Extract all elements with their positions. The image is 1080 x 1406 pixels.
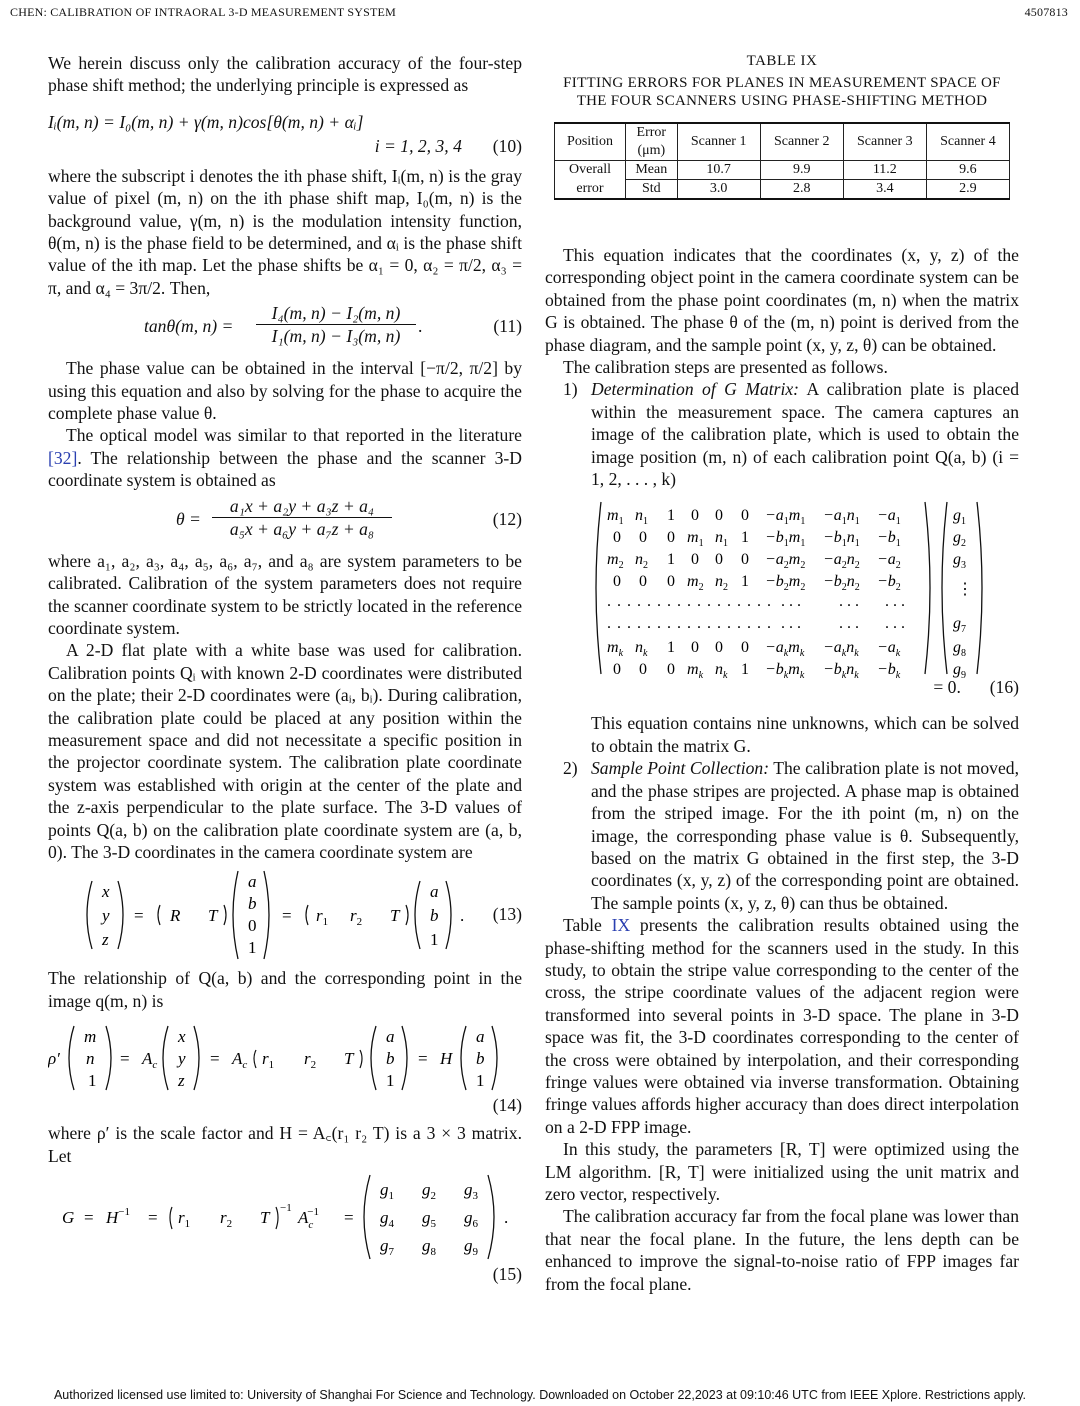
list-number: 1) (563, 379, 578, 400)
svg-text:g7: $g_7$ (380, 1236, 394, 1258)
svg-text:b: b (248, 894, 257, 914)
svg-text:ρ′: ρ′ (48, 1049, 60, 1069)
svg-text:−1: −1 (280, 1202, 292, 1214)
svg-text:−b2n2: $-b_2n_2$ (823, 573, 860, 594)
fraction-denominator: I₁(m, n) − I₃(m, n) (271, 326, 401, 347)
table-cell: 2.8 (760, 180, 843, 200)
list-number: 2) (563, 758, 578, 779)
svg-text:r1: $r_1$ (262, 1049, 275, 1072)
paragraph-text: The optical model was similar to that reported in the literature (66, 425, 522, 446)
svg-text:=: = (344, 1208, 354, 1227)
svg-text:1: 1 (741, 529, 749, 547)
svg-text:n: n (86, 1049, 95, 1069)
equation-16-graphic (591, 498, 1021, 698)
svg-text:m: m (84, 1027, 97, 1047)
svg-text:m2: $m_2$ (607, 551, 624, 572)
svg-text:a: a (248, 872, 257, 892)
table-header-cell: Position (555, 123, 626, 161)
svg-text:0: 0 (667, 529, 675, 547)
svg-text:⋮: ⋮ (957, 581, 973, 599)
svg-text:R: R (170, 906, 181, 926)
svg-text:−bknk: $-b_kn_k$ (823, 661, 859, 682)
svg-text:y: y (178, 1049, 186, 1069)
svg-text:0: 0 (715, 507, 723, 525)
svg-text:g2: $g_2$ (422, 1180, 436, 1202)
svg-text:r2: $r_2$ (220, 1208, 233, 1230)
svg-text:0: 0 (639, 529, 647, 547)
svg-text:g2: $g_2$ (953, 529, 966, 550)
table-cell: 9.6 (926, 161, 1009, 180)
table-cell: 11.2 (843, 161, 926, 180)
list-item-text: The calibration plate is not moved, and the phase stripes are projected. A phase map is obtained from the striped image. For the ith point (m, n) on the image, the corresponding phase value is θ. Subsequently, based on the matrix G obtained in the first step, the 3-D coordinates (x, y, z) of the corresponding point are obtained. The sample points (x, y, z, θ) can thus be obtained. (591, 758, 1019, 913)
svg-text:−b2: $-b_2$ (877, 573, 901, 594)
svg-text:m1: $m_1$ (607, 507, 624, 528)
svg-text:0: 0 (667, 661, 675, 679)
equation-text: tanθ(m, n) = (144, 316, 234, 337)
results-table (554, 122, 1010, 200)
table-cell: Std (626, 180, 678, 200)
equation-11: tanθ(m, n) = $\frac{\text{I₄(m, n) − I₂(m, n)}}{\text{I₁(m, n) − I₃(m, n)}}$ . (11) (144, 303, 522, 347)
table-header-cell: (μm) (626, 142, 678, 161)
svg-text:g9: $g_9$ (464, 1236, 478, 1258)
svg-text:. . .: . . . (839, 615, 859, 633)
fraction-numerator: I₄(m, n) − I₂(m, n) (256, 303, 416, 325)
list-item-title: Determination of G Matrix: (591, 379, 800, 400)
paragraph-text: presents the calibration results obtained using the phase-shifting method for the scanners used in the study. In this study, to obtain the stripe value corresponding to the center of the cross, the stripe coordinate values of the adjacent region were transformed into several points in 3-D space. The plane in 3-D space was fit, the 3-D coordinates corresponding to the center of the cross were obtained by interpolation, and their corresponding fringe values were obtained via inverse transformation. Obtaining fringe values affords higher accuracy than does direct interpolation on a 2-D FPP image. (545, 915, 1019, 1137)
svg-text:m1: $m_1$ (687, 529, 704, 550)
header-title: CHEN: CALIBRATION OF INTRAORAL 3-D MEASUREMENT SYSTEM (10, 5, 396, 19)
paragraph: where ρ′ is the scale factor and H = A꜀(r₁ r₂ T) is a 3 × 3 matrix. Let (48, 1123, 522, 1166)
equation-number: (13) (492, 904, 522, 925)
table-cell: error (555, 180, 626, 200)
svg-text:nk: $n_k$ (635, 639, 648, 660)
equation-12 (48, 496, 522, 544)
svg-text:T: T (208, 906, 218, 926)
equation-number: (10) (492, 135, 522, 156)
equation-13-graphic (80, 869, 500, 961)
svg-text:g8: $g_8$ (422, 1236, 436, 1258)
equation-15 (48, 1171, 522, 1287)
svg-text:y: y (102, 906, 110, 926)
fraction-numerator: a₁x + a₂y + a₃z + a₄ (212, 496, 392, 518)
svg-text:. . .: . . . (839, 593, 859, 611)
svg-text:1: 1 (667, 507, 675, 525)
table-link[interactable]: IX (611, 915, 631, 936)
svg-text:a: a (476, 1027, 485, 1047)
svg-text:−a1n1: $-a_1n_1$ (823, 507, 860, 528)
list-item-text: A calibration plate is placed within the measurement space. The camera captures an image of the calibration plate, which is used to obtain the image position (m, n) of each calibration point Q(a, b) (i = 1, 2, . . . , k) (591, 379, 1019, 490)
svg-text:T: T (260, 1208, 270, 1227)
svg-text:1: 1 (741, 573, 749, 591)
svg-text:x: x (178, 1027, 186, 1047)
paragraph-text: . The relationship between the phase and the scanner 3-D coordinate system is obtained as (48, 447, 522, 491)
equation-number: (12) (492, 508, 522, 529)
svg-text:H: H (440, 1049, 453, 1069)
svg-text:−bkmk: $-b_km_k$ (765, 661, 805, 682)
svg-text:0: 0 (691, 507, 699, 525)
table-cell: 2.9 (926, 180, 1009, 200)
svg-text:.: . (504, 1208, 509, 1227)
svg-text:Ac: $A_c$ (142, 1049, 158, 1072)
equation-text: i = 1, 2, 3, 4 (374, 135, 462, 156)
equation-number: (14) (492, 1095, 522, 1116)
svg-text:. . . . . . . . . . . . . . .: . . . . . . . . . . . . . . . . . (607, 615, 772, 633)
svg-text:0: 0 (639, 573, 647, 591)
running-header (10, 5, 1068, 20)
svg-text:0: 0 (741, 551, 749, 569)
table-row (555, 180, 1010, 200)
paragraph: We herein discuss only the calibration accuracy of the four-step phase shift method; the underlying principle is expressed as (48, 53, 522, 96)
svg-text:b: b (386, 1049, 395, 1069)
svg-text:g5: $g_5$ (422, 1208, 436, 1230)
svg-text:g3: $g_3$ (953, 551, 966, 572)
equation-number: (11) (493, 316, 522, 337)
list-item (563, 378, 1019, 757)
equation-text: Iᵢ(m, n) = I₀(m, n) + γ(m, n)cos[θ(m, n) + αᵢ] (48, 111, 364, 132)
svg-text:1: 1 (386, 1071, 395, 1091)
svg-text:1: 1 (741, 661, 749, 679)
table-title: FITTING ERRORS FOR PLANES IN MEASUREMENT SPACE OF (563, 75, 1001, 91)
equation-number: (15) (492, 1264, 522, 1284)
svg-text:1: 1 (88, 1071, 97, 1091)
equation-10 (48, 111, 522, 159)
svg-text:Ac: $A_c$ (232, 1049, 248, 1072)
svg-text:n2: $n_2$ (635, 551, 648, 572)
svg-text:0: 0 (613, 573, 621, 591)
svg-text:=: = (134, 906, 144, 926)
svg-text:n1: $n_1$ (635, 507, 648, 528)
svg-text:g7: $g_7$ (953, 615, 966, 636)
svg-text:g8: $g_8$ (953, 639, 966, 660)
svg-text:g4: $g_4$ (380, 1208, 394, 1230)
svg-text:=: = (418, 1049, 428, 1069)
table-cell: Mean (626, 161, 678, 180)
svg-text:b: b (430, 906, 439, 926)
svg-text:=: = (84, 1208, 94, 1227)
table-header-row (555, 123, 1010, 142)
right-column (545, 52, 1019, 1295)
svg-text:b: b (476, 1049, 485, 1069)
svg-text:nk: $n_k$ (715, 661, 728, 682)
svg-text:0: 0 (741, 639, 749, 657)
table-cell: 10.7 (677, 161, 760, 180)
svg-text:−b1n1: $-b_1n_1$ (823, 529, 860, 550)
paragraph-text: Table (563, 915, 612, 936)
svg-text:. . .: . . . (885, 615, 905, 633)
svg-text:0: 0 (667, 573, 675, 591)
paragraph: This equation indicates that the coordinates (x, y, z) of the corresponding object point in the camera coordinate system can be obtained from the phase point coordinates (m, n) when the matrix G is obtained. The phase θ of the (m, n) point is derived from the phase diagram, and the sample point (x, y, z, θ) can be obtained. (545, 245, 1019, 355)
table-header-cell: Scanner 3 (843, 123, 926, 161)
svg-text:0: 0 (715, 551, 723, 569)
equation-14 (48, 1018, 522, 1116)
svg-text:−akmk: $-a_km_k$ (765, 639, 805, 660)
equation-number: (16) (989, 677, 1019, 698)
svg-text:a: a (430, 882, 439, 902)
article-number: 4507813 (1024, 5, 1068, 19)
paragraph: where the subscript i denotes the ith phase shift, Iᵢ(m, n) is the gray value of pixel (m, n) on the ith phase shift map, I₀(m, n) is the background value, γ(m, n) is the modulation intensity function, θ(m, n) is the phase field to be determined, and αᵢ is the phase shift value of the ith map. Let the phase shifts be α₁ = 0, α₂ = π/2, α₃ = π, and α₄ = 3π/2. Then, (48, 165, 522, 298)
svg-text:G: G (62, 1208, 75, 1227)
left-column (48, 52, 522, 1293)
citation-link[interactable]: [32] (48, 447, 78, 468)
svg-text:=: = (210, 1049, 220, 1069)
license-footer: Authorized licensed use limited to: University of Shanghai For Science and Technology. Downloaded on October 22,2023 at 09:10:46 UTC from IEEE Xplore. Restrictions apply. (53, 1388, 1027, 1402)
svg-text:g1: $g_1$ (380, 1180, 394, 1202)
svg-text:Ac−1: $A_c-1$ (298, 1206, 319, 1231)
svg-text:0: 0 (613, 661, 621, 679)
svg-text:0: 0 (613, 529, 621, 547)
paragraph: A 2-D flat plate with a white base was used for calibration. Calibration points Qᵢ with known 2-D coordinates were distributed on the plate; their 2-D coordinates were (aᵢ, bᵢ). During calibration, the calibration plate could be placed at any position within the measurement space and did not necessitate a specific position in the projector coordinate system. The calibration plate coordinate system was established with origin at the center of the plate and the z-axis perpendicular to the plate surface. The 3-D values of points Q(a, b) on the calibration plate coordinate system are (a, b, 0). The 3-D coordinates in the camera coordinate system are (48, 640, 522, 862)
table-cell: 3.4 (843, 180, 926, 200)
svg-text:−a2m2: $-a_2m_2$ (765, 551, 806, 572)
svg-text:m2: $m_2$ (687, 573, 704, 594)
table-cell: 3.0 (677, 180, 760, 200)
svg-text:r1: $r_1$ (316, 906, 329, 929)
equation-text: = 0. (933, 677, 961, 698)
svg-text:g9: $g_9$ (953, 661, 966, 682)
svg-text:.: . (460, 906, 465, 926)
table-header-cell: Scanner 1 (677, 123, 760, 161)
paragraph: The calibration accuracy far from the focal plane was lower than that near the focal plane. In the future, the lens depth can be enhanced to improve the signal-to-noise ratio of FPP images far from the focal plane. (545, 1206, 1019, 1294)
table-label: TABLE IX (746, 53, 818, 69)
svg-text:−b1: $-b_1$ (877, 529, 901, 550)
svg-text:z: z (102, 930, 109, 950)
svg-text:r2: $r_2$ (350, 906, 363, 929)
paragraph: The calibration steps are presented as follows. (563, 357, 888, 378)
table-header-cell: Scanner 2 (760, 123, 843, 161)
equation-15-graphic (48, 1171, 522, 1261)
svg-text:z: z (178, 1071, 185, 1091)
svg-text:0: 0 (691, 639, 699, 657)
svg-text:. . . . . . . . . . . . . . .: . . . . . . . . . . . . . . . . . (607, 593, 772, 611)
svg-text:a: a (386, 1027, 395, 1047)
table-cell: 9.9 (760, 161, 843, 180)
svg-text:0: 0 (639, 661, 647, 679)
svg-text:0: 0 (691, 551, 699, 569)
svg-text:. . .: . . . (885, 593, 905, 611)
svg-text:=: = (282, 906, 292, 926)
svg-text:T: T (344, 1049, 354, 1069)
svg-text:0: 0 (741, 507, 749, 525)
table-cell: Overall (555, 161, 626, 180)
svg-text:−bk: $-b_k$ (877, 661, 901, 682)
svg-text:−a2: $-a_2$ (877, 551, 901, 572)
paragraph: The phase value can be obtained in the interval [−π/2, π/2] by using this equation and also by solving for the phase to acquire the complete phase value θ. (48, 358, 522, 424)
paragraph: The relationship of Q(a, b) and the corresponding point in the image q(m, n) is (48, 968, 522, 1011)
svg-text:g6: $g_6$ (464, 1208, 478, 1230)
table-ix (545, 52, 1019, 200)
svg-text:=: = (148, 1208, 158, 1227)
svg-text:1: 1 (667, 639, 675, 657)
equation-13 (48, 869, 522, 961)
paragraph (545, 914, 1019, 1138)
svg-text:1: 1 (248, 938, 257, 958)
svg-text:0: 0 (248, 916, 257, 936)
table-header-cell: Error (626, 123, 678, 142)
svg-text:r1: $r_1$ (178, 1208, 191, 1230)
paragraph: where a₁, a₂, a₃, a₄, a₅, a₆, a₇, and a₈ are system parameters to be calibrated. Calibration of the system parameters does not require the scanner coordinate system to be strictly located in the reference coordinate system. (48, 550, 522, 638)
svg-text:0: 0 (715, 639, 723, 657)
svg-text:1: 1 (667, 551, 675, 569)
svg-text:−aknk: $-a_kn_k$ (823, 639, 859, 660)
table-header-cell: Scanner 4 (926, 123, 1009, 161)
svg-text:. . .: . . . (781, 593, 801, 611)
fraction-denominator: a₅x + a₆y + a₇z + a₈ (229, 518, 375, 539)
svg-text:H−1: $H^{-1}$ (106, 1206, 130, 1227)
svg-text:g3: $g_3$ (464, 1180, 478, 1202)
svg-text:mk: $m_k$ (607, 639, 624, 660)
list-item (563, 757, 1019, 914)
equation-14-graphic (48, 1018, 522, 1096)
svg-text:T: T (390, 906, 400, 926)
svg-text:1: 1 (430, 930, 439, 950)
svg-text:=: = (120, 1049, 130, 1069)
svg-text:r2: $r_2$ (304, 1049, 317, 1072)
svg-text:mk: $m_k$ (687, 661, 704, 682)
equation-text: θ = (176, 508, 201, 529)
paragraph: This equation contains nine unknowns, which can be solved to obtain the matrix G. (591, 713, 1019, 756)
svg-text:−b2m2: $-b_2m_2$ (765, 573, 806, 594)
paragraph: In this study, the parameters [R, T] were optimized using the LM algorithm. [R, T] were initialized using the unit matrix and zero vector, respectively. (545, 1139, 1019, 1204)
svg-text:−a1: $-a_1$ (877, 507, 901, 528)
svg-text:−ak: $-a_k$ (877, 639, 901, 660)
svg-text:−a1m1: $-a_1m_1$ (765, 507, 806, 528)
list-item-title: Sample Point Collection: (591, 758, 770, 779)
table-title: THE FOUR SCANNERS USING PHASE-SHIFTING METHOD (576, 93, 988, 109)
table-row (555, 161, 1010, 180)
svg-text:. . .: . . . (781, 615, 801, 633)
svg-text:n1: $n_1$ (715, 529, 728, 550)
svg-text:−a2n2: $-a_2n_2$ (823, 551, 860, 572)
equation-16 (591, 498, 1019, 698)
paragraph (48, 424, 522, 491)
svg-text:x: x (102, 882, 110, 902)
svg-text:g1: $g_1$ (953, 507, 966, 528)
svg-text:−b1m1: $-b_1m_1$ (765, 529, 806, 550)
svg-text:n2: $n_2$ (715, 573, 728, 594)
svg-text:1: 1 (476, 1071, 485, 1091)
